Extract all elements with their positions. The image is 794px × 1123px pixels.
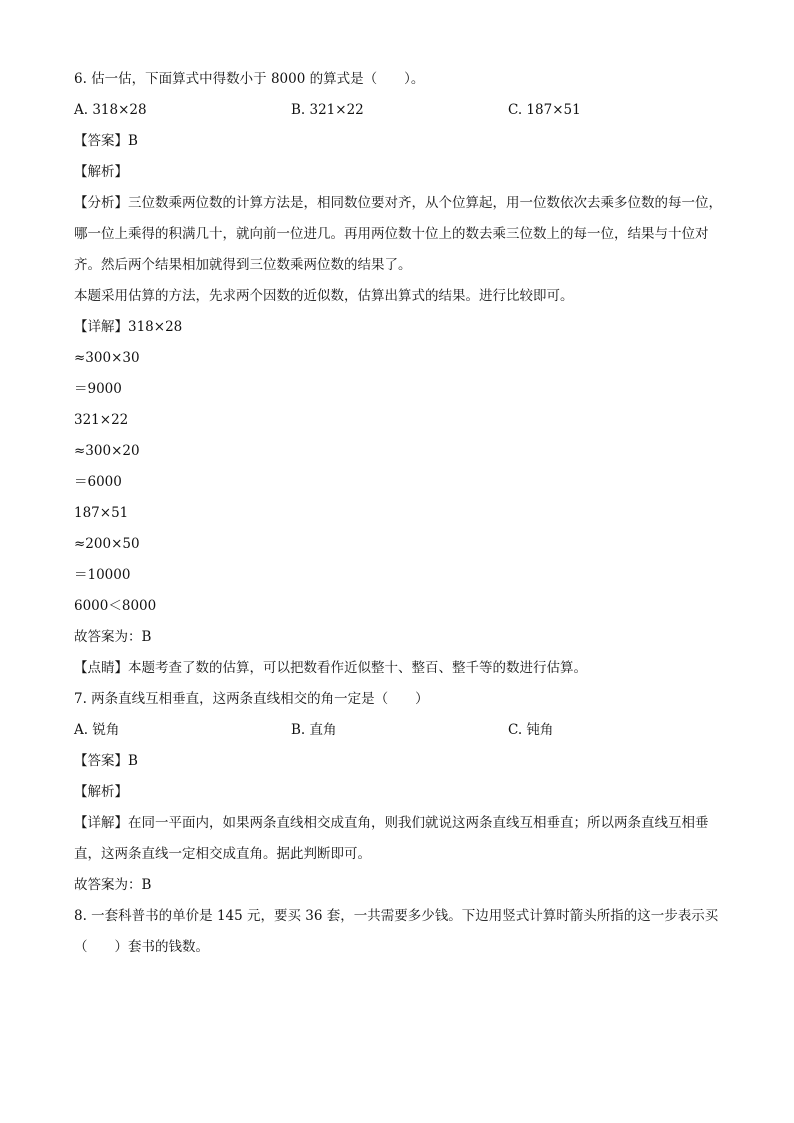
q6-jiexi-heading: 【解析】 xyxy=(74,164,128,180)
q6-option-a: A. 318×28 xyxy=(74,102,147,118)
q7-detail: 【详解】在同一平面内，如果两条直线相交成直角，则我们就说这两条直线互相垂直；所以两条直线互相垂直，这两条直线一定相交成直角。据此判断即可。 xyxy=(74,815,709,862)
q6-comment: 【点睛】本题考查了数的估算，可以把数看作近似整十、整百、整千等的数进行估算。 xyxy=(74,660,587,676)
q6-detail-line: ≈300×20 xyxy=(74,443,140,459)
q6-method: 本题采用估算的方法，先求两个因数的近似数，估算出算式的结果。进行比较即可。 xyxy=(74,288,574,304)
q8-question: 8. 一套科普书的单价是 145 元，要买 36 套，一共需要多少钱。下边用竖式计算时箭头所指的这一步表示买（ ）套书的钱数。 xyxy=(74,908,719,955)
q6-analysis: 【分析】三位数乘两位数的计算方法是，相同数位要对齐，从个位算起，用一位数依次去乘多位数的每一位，哪一位上乘得的积满几十，就向前一位进几。再用两位数十位上的数去乘三位数上的每一位，结果与十位对齐。然后两个结果相加就得到三位数乘两位数的结果了。 xyxy=(74,195,722,273)
q7-jiexi-heading: 【解析】 xyxy=(74,784,128,800)
q6-detail-line: 187×51 xyxy=(74,505,129,521)
q6-options xyxy=(74,95,734,126)
q6-detail-line: 6000＜8000 xyxy=(74,598,157,614)
q6-option-c: C. 187×51 xyxy=(508,102,581,118)
q7-option-b: B. 直角 xyxy=(291,722,337,738)
q7-answer: 【答案】B xyxy=(74,753,138,769)
q6-detail-line: ≈300×30 xyxy=(74,350,140,366)
q6-question: 6. 估一估，下面算式中得数小于 8000 的算式是（ ）。 xyxy=(74,71,425,87)
q6-detail-line: ＝9000 xyxy=(74,381,122,397)
q6-detail-line: ≈200×50 xyxy=(74,536,140,552)
q6-detail-line: 【详解】318×28 xyxy=(74,319,183,335)
q6-answer: 【答案】B xyxy=(74,133,138,149)
q7-option-c: C. 钝角 xyxy=(508,722,554,738)
q7-question: 7. 两条直线互相垂直，这两条直线相交的角一定是（ ） xyxy=(74,691,429,707)
q7-options xyxy=(74,715,734,746)
q6-detail-line: ＝10000 xyxy=(74,567,131,583)
document-page xyxy=(74,64,734,963)
q6-detail-line: ＝6000 xyxy=(74,474,122,490)
q6-final-answer: 故答案为：B xyxy=(74,629,152,645)
q7-final-answer: 故答案为：B xyxy=(74,877,152,893)
q7-option-a: A. 锐角 xyxy=(74,722,120,738)
q6-detail-line: 321×22 xyxy=(74,412,129,428)
q6-option-b: B. 321×22 xyxy=(291,102,364,118)
